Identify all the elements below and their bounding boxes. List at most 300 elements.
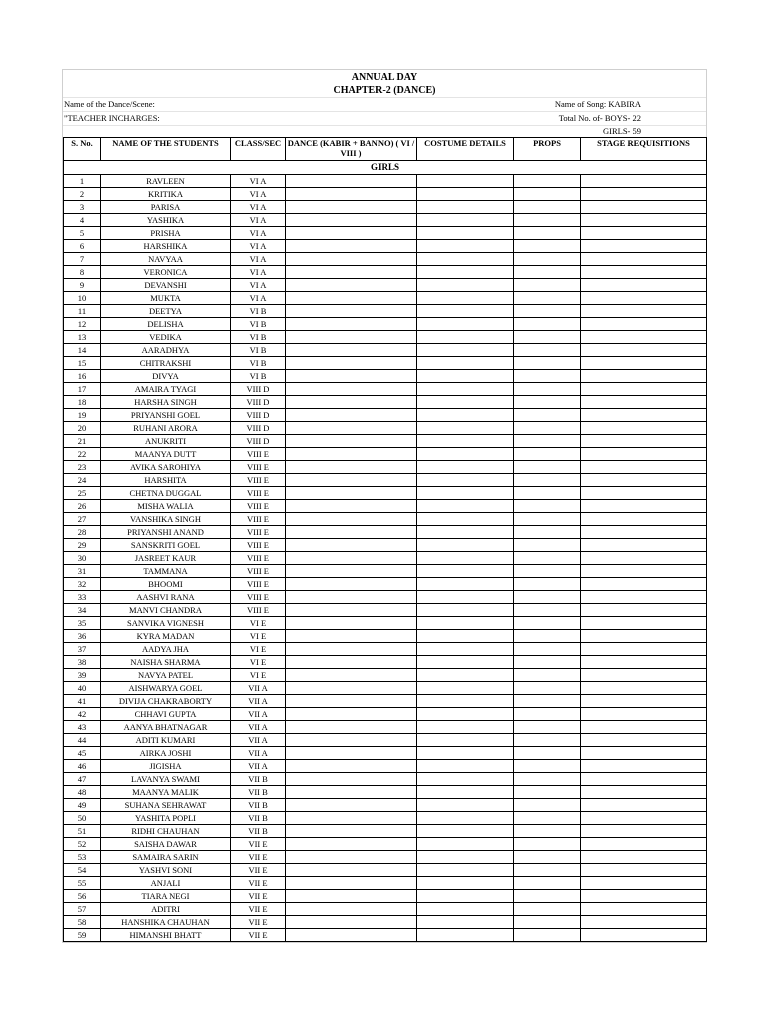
class-cell: VII A (231, 708, 286, 721)
props-cell (514, 734, 581, 747)
class-cell: VI A (231, 266, 286, 279)
table-row (64, 864, 707, 877)
props-cell (514, 461, 581, 474)
column-header-dance: DANCE (KABIR + BANNO) ( VI / VIII ) (286, 138, 417, 161)
total-boys-label: Total No. of- BOYS- 22 (558, 113, 641, 123)
table-row (64, 604, 707, 617)
props-cell (514, 227, 581, 240)
table-row (64, 461, 707, 474)
dance-cell (286, 721, 417, 734)
class-cell: VII E (231, 916, 286, 929)
costume-cell (417, 279, 514, 292)
costume-cell (417, 825, 514, 838)
props-cell (514, 773, 581, 786)
sno-cell: 11 (64, 305, 101, 318)
stage-cell (581, 344, 707, 357)
class-cell: VII E (231, 877, 286, 890)
sno-cell: 50 (64, 812, 101, 825)
stage-cell (581, 305, 707, 318)
props-cell (514, 643, 581, 656)
dance-cell (286, 253, 417, 266)
class-cell: VI B (231, 344, 286, 357)
dance-cell (286, 760, 417, 773)
student-name-cell: VANSHIKA SINGH (101, 513, 231, 526)
sno-cell: 45 (64, 747, 101, 760)
table-row (64, 890, 707, 903)
class-cell: VII B (231, 773, 286, 786)
student-name-cell: SANSKRITI GOEL (101, 539, 231, 552)
sno-cell: 28 (64, 526, 101, 539)
table-header-row (64, 138, 707, 161)
student-name-cell: HANSHIKA CHAUHAN (101, 916, 231, 929)
class-cell: VII B (231, 799, 286, 812)
student-name-cell: SANVIKA VIGNESH (101, 617, 231, 630)
costume-cell (417, 591, 514, 604)
student-name-cell: ADITI KUMARI (101, 734, 231, 747)
column-header-class: CLASS/SEC (231, 138, 286, 161)
sno-cell: 57 (64, 903, 101, 916)
stage-cell (581, 318, 707, 331)
stage-cell (581, 825, 707, 838)
student-name-cell: NAVYA PATEL (101, 669, 231, 682)
student-name-cell: YASHVI SONI (101, 864, 231, 877)
table-row (64, 331, 707, 344)
sno-cell: 43 (64, 721, 101, 734)
props-cell (514, 539, 581, 552)
sno-cell: 44 (64, 734, 101, 747)
table-row (64, 565, 707, 578)
stage-cell (581, 864, 707, 877)
props-cell (514, 929, 581, 942)
costume-cell (417, 201, 514, 214)
class-cell: VI E (231, 630, 286, 643)
table-row (64, 617, 707, 630)
sno-cell: 59 (64, 929, 101, 942)
stage-cell (581, 851, 707, 864)
document-title: ANNUAL DAY (351, 72, 418, 83)
table-row (64, 591, 707, 604)
class-cell: VIII E (231, 487, 286, 500)
sno-cell: 4 (64, 214, 101, 227)
class-cell: VIII E (231, 513, 286, 526)
stage-cell (581, 578, 707, 591)
props-cell (514, 838, 581, 851)
student-table (63, 137, 707, 942)
dance-cell (286, 617, 417, 630)
stage-cell (581, 513, 707, 526)
props-cell (514, 266, 581, 279)
stage-cell (581, 812, 707, 825)
stage-cell (581, 240, 707, 253)
props-cell (514, 656, 581, 669)
meta-row-girls (63, 125, 706, 137)
dance-cell (286, 747, 417, 760)
dance-cell (286, 487, 417, 500)
props-cell (514, 214, 581, 227)
sno-cell: 24 (64, 474, 101, 487)
props-cell (514, 500, 581, 513)
dance-cell (286, 877, 417, 890)
costume-cell (417, 760, 514, 773)
costume-cell (417, 773, 514, 786)
props-cell (514, 422, 581, 435)
table-row (64, 422, 707, 435)
dance-cell (286, 656, 417, 669)
props-cell (514, 188, 581, 201)
student-name-cell: PRIYANSHI ANAND (101, 526, 231, 539)
costume-cell (417, 487, 514, 500)
stage-cell (581, 799, 707, 812)
table-row (64, 903, 707, 916)
dance-cell (286, 331, 417, 344)
class-cell: VI A (231, 253, 286, 266)
costume-cell (417, 812, 514, 825)
section-label: GIRLS (64, 161, 707, 175)
props-cell (514, 448, 581, 461)
costume-cell (417, 513, 514, 526)
table-row (64, 383, 707, 396)
costume-cell (417, 175, 514, 188)
props-cell (514, 708, 581, 721)
costume-cell (417, 578, 514, 591)
table-row (64, 682, 707, 695)
dance-cell (286, 903, 417, 916)
sno-cell: 1 (64, 175, 101, 188)
props-cell (514, 799, 581, 812)
class-cell: VI A (231, 175, 286, 188)
stage-cell (581, 474, 707, 487)
class-cell: VIII E (231, 448, 286, 461)
class-cell: VI E (231, 669, 286, 682)
dance-cell (286, 864, 417, 877)
table-row (64, 851, 707, 864)
costume-cell (417, 357, 514, 370)
costume-cell (417, 526, 514, 539)
sno-cell: 26 (64, 500, 101, 513)
class-cell: VII E (231, 838, 286, 851)
costume-cell (417, 305, 514, 318)
column-header-stage: STAGE REQUISITIONS (581, 138, 707, 161)
table-row (64, 279, 707, 292)
stage-cell (581, 656, 707, 669)
sno-cell: 42 (64, 708, 101, 721)
document-subtitle: CHAPTER-2 (DANCE) (333, 85, 436, 96)
student-name-cell: PRIYANSHI GOEL (101, 409, 231, 422)
table-row (64, 929, 707, 942)
sno-cell: 54 (64, 864, 101, 877)
costume-cell (417, 695, 514, 708)
dance-cell (286, 682, 417, 695)
props-cell (514, 617, 581, 630)
costume-cell (417, 890, 514, 903)
costume-cell (417, 552, 514, 565)
dance-cell (286, 409, 417, 422)
costume-cell (417, 734, 514, 747)
class-cell: VI A (231, 201, 286, 214)
stage-cell (581, 448, 707, 461)
costume-cell (417, 747, 514, 760)
costume-cell (417, 630, 514, 643)
table-row (64, 552, 707, 565)
costume-cell (417, 318, 514, 331)
student-name-cell: AANYA BHATNAGAR (101, 721, 231, 734)
costume-cell (417, 539, 514, 552)
stage-cell (581, 708, 707, 721)
class-cell: VI A (231, 292, 286, 305)
dance-cell (286, 929, 417, 942)
costume-cell (417, 565, 514, 578)
costume-cell (417, 604, 514, 617)
props-cell (514, 526, 581, 539)
stage-cell (581, 617, 707, 630)
costume-cell (417, 331, 514, 344)
class-cell: VIII E (231, 578, 286, 591)
class-cell: VI E (231, 643, 286, 656)
student-name-cell: ADITRI (101, 903, 231, 916)
student-name-cell: DEETYA (101, 305, 231, 318)
dance-cell (286, 630, 417, 643)
dance-cell (286, 539, 417, 552)
table-row (64, 396, 707, 409)
sno-cell: 10 (64, 292, 101, 305)
table-row (64, 773, 707, 786)
student-name-cell: KRITIKA (101, 188, 231, 201)
class-cell: VIII E (231, 474, 286, 487)
stage-cell (581, 903, 707, 916)
stage-cell (581, 591, 707, 604)
class-cell: VI A (231, 214, 286, 227)
sno-cell: 48 (64, 786, 101, 799)
stage-cell (581, 370, 707, 383)
costume-cell (417, 851, 514, 864)
dance-cell (286, 812, 417, 825)
table-row (64, 708, 707, 721)
student-name-cell: NAISHA SHARMA (101, 656, 231, 669)
dance-cell (286, 669, 417, 682)
section-row-girls (64, 161, 707, 175)
table-row (64, 786, 707, 799)
dance-cell (286, 773, 417, 786)
dance-cell (286, 396, 417, 409)
sno-cell: 9 (64, 279, 101, 292)
stage-cell (581, 292, 707, 305)
costume-cell (417, 292, 514, 305)
sno-cell: 19 (64, 409, 101, 422)
class-cell: VI A (231, 188, 286, 201)
props-cell (514, 175, 581, 188)
costume-cell (417, 903, 514, 916)
sno-cell: 13 (64, 331, 101, 344)
stage-cell (581, 695, 707, 708)
student-name-cell: PARISA (101, 201, 231, 214)
stage-cell (581, 877, 707, 890)
costume-cell (417, 435, 514, 448)
dance-cell (286, 825, 417, 838)
stage-cell (581, 916, 707, 929)
student-name-cell: TAMMANA (101, 565, 231, 578)
student-name-cell: DELISHA (101, 318, 231, 331)
table-row (64, 734, 707, 747)
class-cell: VI B (231, 357, 286, 370)
props-cell (514, 331, 581, 344)
stage-cell (581, 357, 707, 370)
table-row (64, 344, 707, 357)
stage-cell (581, 526, 707, 539)
sno-cell: 49 (64, 799, 101, 812)
dance-cell (286, 513, 417, 526)
costume-cell (417, 370, 514, 383)
table-row (64, 201, 707, 214)
student-name-cell: HARSHITA (101, 474, 231, 487)
props-cell (514, 305, 581, 318)
props-cell (514, 240, 581, 253)
stage-cell (581, 643, 707, 656)
student-name-cell: HARSHIKA (101, 240, 231, 253)
costume-cell (417, 344, 514, 357)
student-name-cell: LAVANYA SWAMI (101, 773, 231, 786)
props-cell (514, 279, 581, 292)
table-row (64, 318, 707, 331)
props-cell (514, 877, 581, 890)
table-row (64, 916, 707, 929)
class-cell: VII B (231, 786, 286, 799)
table-row (64, 227, 707, 240)
props-cell (514, 747, 581, 760)
costume-cell (417, 448, 514, 461)
costume-cell (417, 383, 514, 396)
class-cell: VII E (231, 864, 286, 877)
props-cell (514, 760, 581, 773)
dance-name-label: Name of the Dance/Scene: (64, 99, 155, 109)
table-row (64, 292, 707, 305)
sno-cell: 27 (64, 513, 101, 526)
class-cell: VIII D (231, 396, 286, 409)
props-cell (514, 682, 581, 695)
dance-cell (286, 305, 417, 318)
costume-cell (417, 266, 514, 279)
stage-cell (581, 682, 707, 695)
stage-cell (581, 747, 707, 760)
sno-cell: 20 (64, 422, 101, 435)
class-cell: VI B (231, 331, 286, 344)
props-cell (514, 669, 581, 682)
student-name-cell: MAANYA DUTT (101, 448, 231, 461)
dance-cell (286, 357, 417, 370)
class-cell: VIII E (231, 461, 286, 474)
props-cell (514, 864, 581, 877)
props-cell (514, 604, 581, 617)
meta-row-dance (63, 97, 706, 111)
dance-cell (286, 318, 417, 331)
class-cell: VIII E (231, 526, 286, 539)
class-cell: VII A (231, 695, 286, 708)
costume-cell (417, 669, 514, 682)
costume-cell (417, 396, 514, 409)
costume-cell (417, 240, 514, 253)
sno-cell: 2 (64, 188, 101, 201)
student-name-cell: RIDHI CHAUHAN (101, 825, 231, 838)
dance-cell (286, 604, 417, 617)
stage-cell (581, 604, 707, 617)
dance-cell (286, 344, 417, 357)
dance-cell (286, 591, 417, 604)
props-cell (514, 630, 581, 643)
student-name-cell: NAVYAA (101, 253, 231, 266)
stage-cell (581, 383, 707, 396)
table-row (64, 253, 707, 266)
student-name-cell: KYRA MADAN (101, 630, 231, 643)
dance-cell (286, 578, 417, 591)
student-name-cell: CHETNA DUGGAL (101, 487, 231, 500)
table-row (64, 357, 707, 370)
table-row (64, 539, 707, 552)
student-name-cell: RAVLEEN (101, 175, 231, 188)
class-cell: VII B (231, 825, 286, 838)
table-row (64, 760, 707, 773)
student-name-cell: ANUKRITI (101, 435, 231, 448)
student-name-cell: YASHITA POPLI (101, 812, 231, 825)
table-row (64, 695, 707, 708)
table-row (64, 799, 707, 812)
dance-cell (286, 370, 417, 383)
stage-cell (581, 201, 707, 214)
props-cell (514, 890, 581, 903)
props-cell (514, 383, 581, 396)
student-name-cell: SAMAIRA SARIN (101, 851, 231, 864)
student-name-cell: CHITRAKSHI (101, 357, 231, 370)
costume-cell (417, 799, 514, 812)
class-cell: VIII E (231, 604, 286, 617)
costume-cell (417, 461, 514, 474)
sno-cell: 17 (64, 383, 101, 396)
table-row (64, 175, 707, 188)
student-name-cell: VEDIKA (101, 331, 231, 344)
class-cell: VII A (231, 682, 286, 695)
costume-cell (417, 214, 514, 227)
sno-cell: 37 (64, 643, 101, 656)
props-cell (514, 201, 581, 214)
class-cell: VII E (231, 851, 286, 864)
student-name-cell: AISHWARYA GOEL (101, 682, 231, 695)
sno-cell: 33 (64, 591, 101, 604)
dance-cell (286, 214, 417, 227)
sno-cell: 8 (64, 266, 101, 279)
class-cell: VI E (231, 617, 286, 630)
sno-cell: 23 (64, 461, 101, 474)
dance-cell (286, 175, 417, 188)
stage-cell (581, 435, 707, 448)
props-cell (514, 851, 581, 864)
props-cell (514, 513, 581, 526)
costume-cell (417, 643, 514, 656)
table-row (64, 656, 707, 669)
stage-cell (581, 929, 707, 942)
props-cell (514, 812, 581, 825)
class-cell: VII A (231, 760, 286, 773)
props-cell (514, 357, 581, 370)
student-name-cell: TIARA NEGI (101, 890, 231, 903)
costume-cell (417, 409, 514, 422)
table-row (64, 240, 707, 253)
stage-cell (581, 786, 707, 799)
table-row (64, 370, 707, 383)
class-cell: VI A (231, 227, 286, 240)
sno-cell: 31 (64, 565, 101, 578)
student-name-cell: MAANYA MALIK (101, 786, 231, 799)
sno-cell: 36 (64, 630, 101, 643)
stage-cell (581, 487, 707, 500)
table-row (64, 838, 707, 851)
